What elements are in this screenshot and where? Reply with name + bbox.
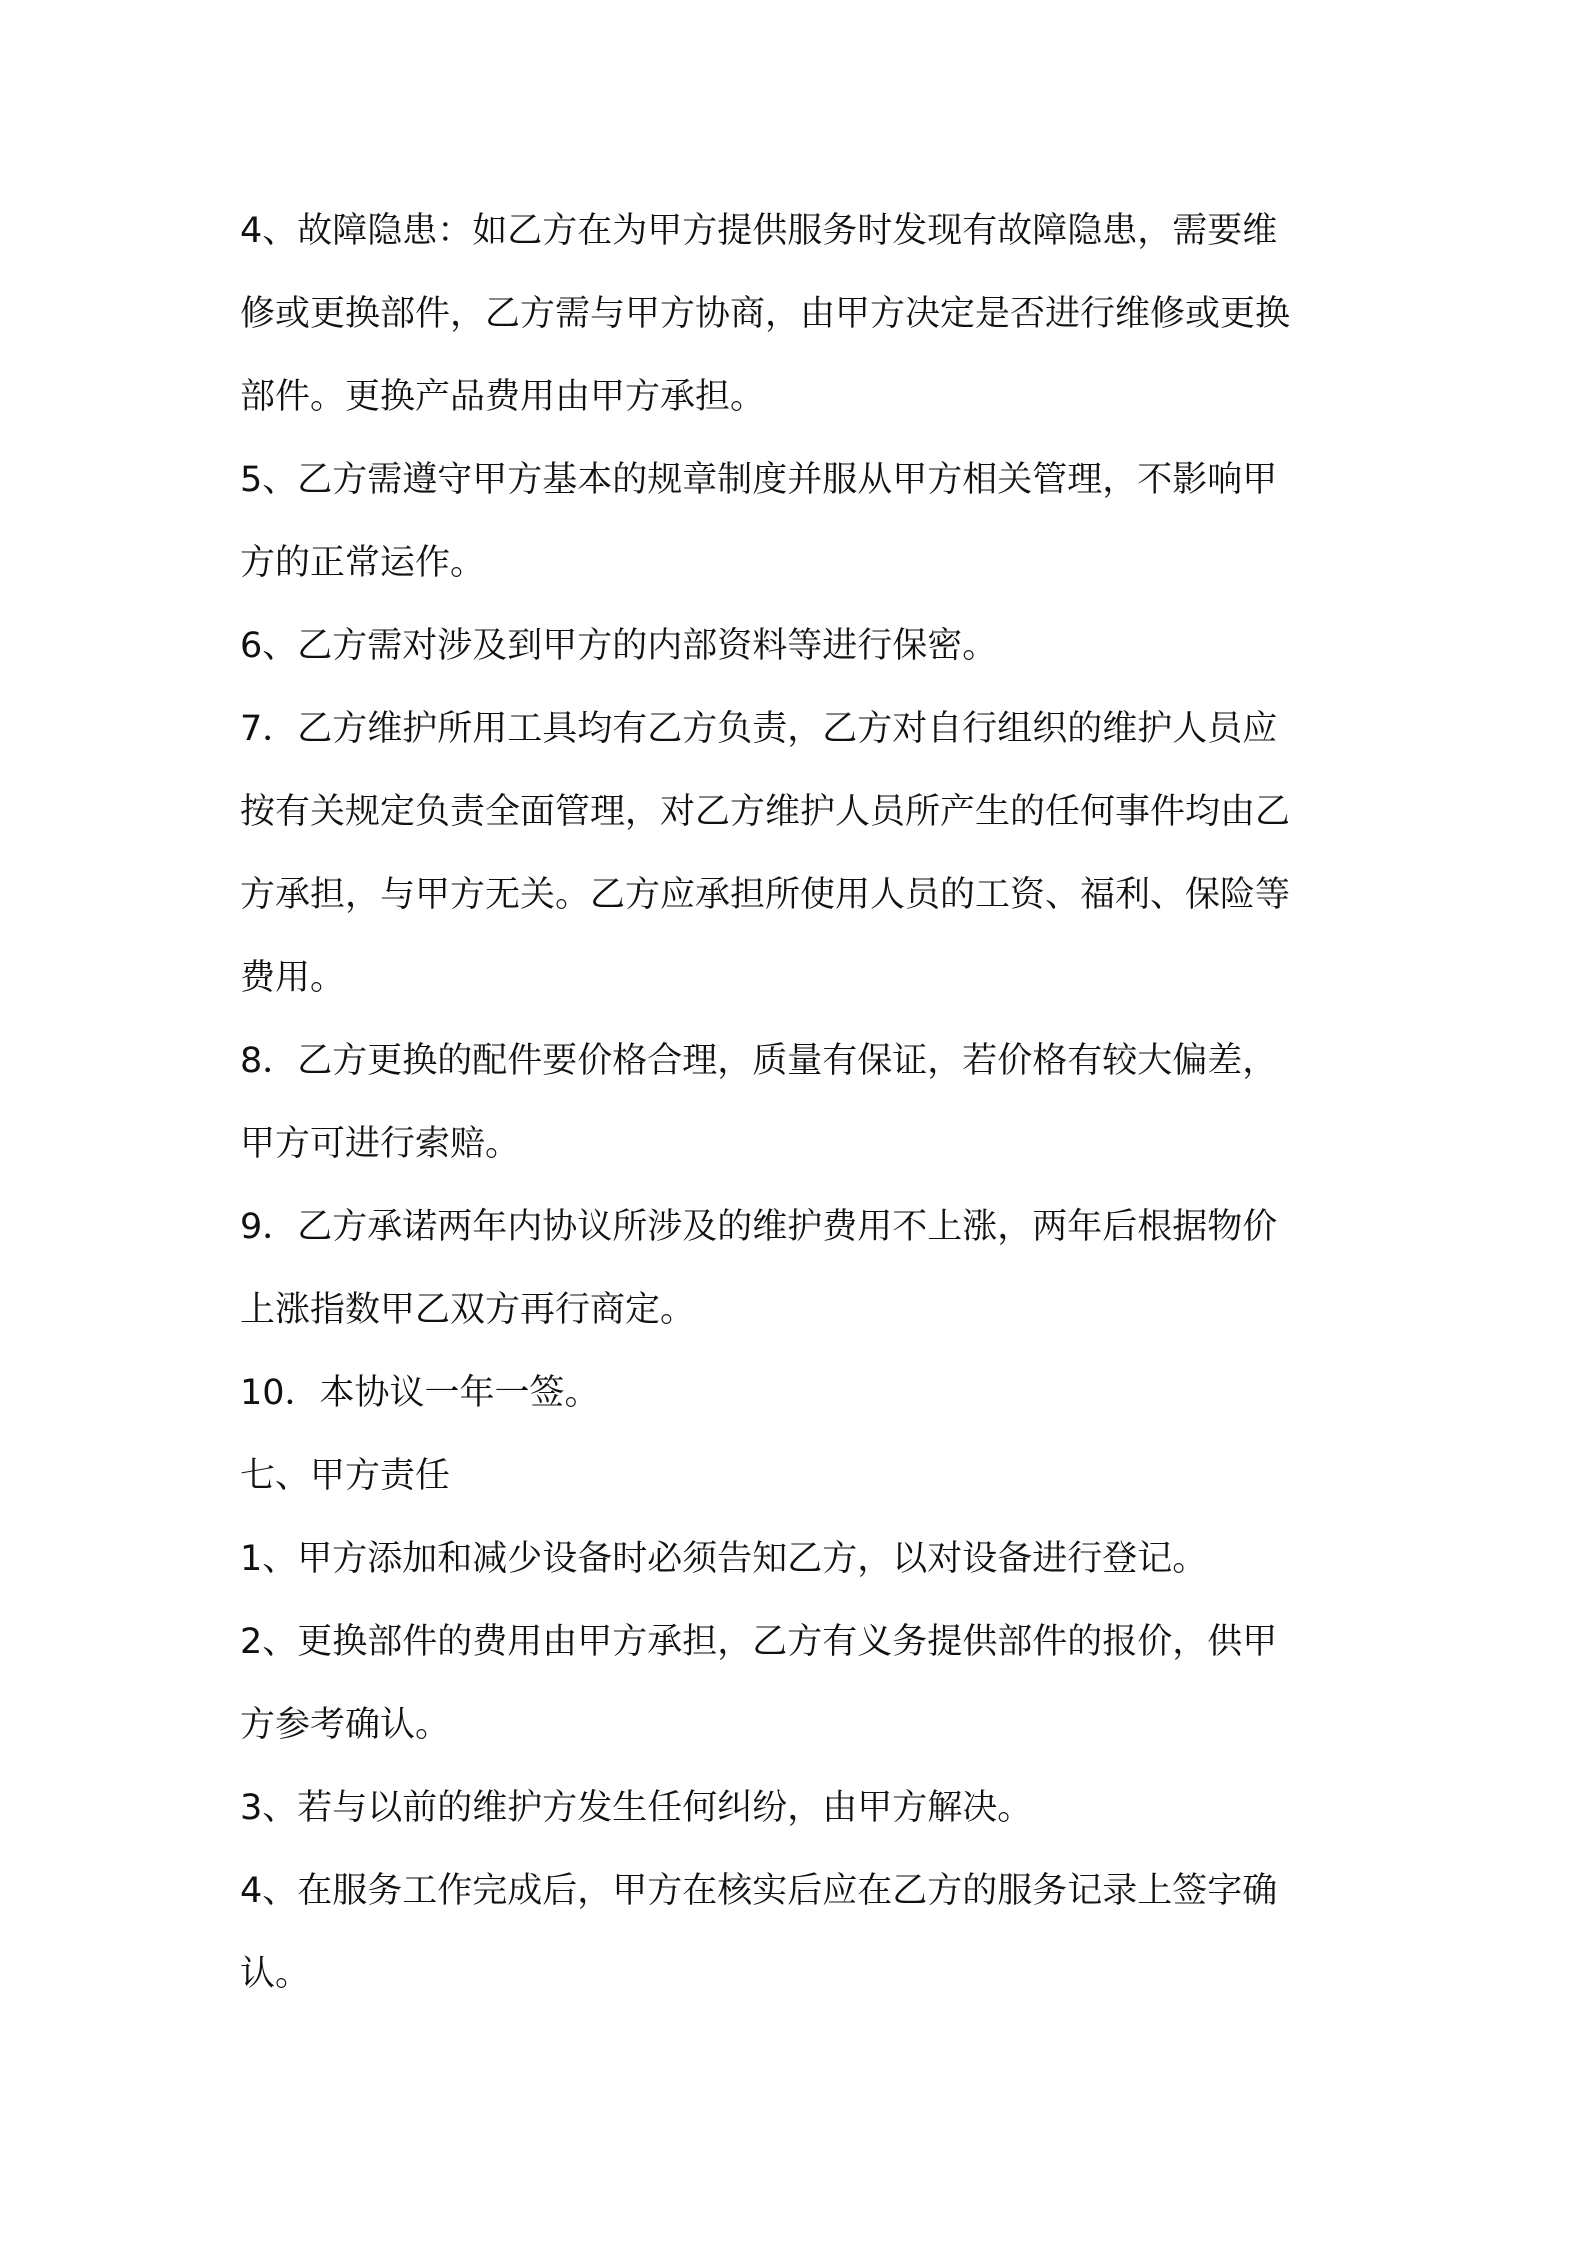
text-line: 5、乙方需遵守甲方基本的规章制度并服从甲方相关管理，不影响甲 <box>240 460 1278 500</box>
text-line: 4、故障隐患：如乙方在为甲方提供服务时发现有故障隐患，需要维 <box>240 211 1278 251</box>
text-line: 3、若与以前的维护方发生任何纠纷，由甲方解决。 <box>240 1788 1033 1828</box>
text-line: 认。 <box>240 1954 311 1994</box>
text-line: 7．乙方维护所用工具均有乙方负责，乙方对自行组织的维护人员应 <box>240 709 1278 749</box>
text-line: 上涨指数甲乙双方再行商定。 <box>240 1290 696 1330</box>
text-line: 2、更换部件的费用由甲方承担，乙方有义务提供部件的报价，供甲 <box>240 1622 1278 1662</box>
text-line: 费用。 <box>240 958 346 998</box>
text-line: 8．乙方更换的配件要价格合理，质量有保证，若价格有较大偏差， <box>240 1041 1278 1081</box>
text-line: 修或更换部件，乙方需与甲方协商，由甲方决定是否进行维修或更换 <box>240 294 1291 334</box>
text-line: 方承担，与甲方无关。乙方应承担所使用人员的工资、福利、保险等 <box>240 875 1291 915</box>
text-line: 4、在服务工作完成后，甲方在核实后应在乙方的服务记录上签字确 <box>240 1871 1278 1911</box>
text-line: 10．本协议一年一签。 <box>240 1373 600 1413</box>
text-line: 按有关规定负责全面管理，对乙方维护人员所产生的任何事件均由乙 <box>240 792 1291 832</box>
text-line: 甲方可进行索赔。 <box>240 1124 521 1164</box>
document-body <box>240 200 1350 2026</box>
text-line: 6、乙方需对涉及到甲方的内部资料等进行保密。 <box>240 626 998 666</box>
text-line: 1、甲方添加和减少设备时必须告知乙方，以对设备进行登记。 <box>240 1539 1208 1579</box>
text-line: 9．乙方承诺两年内协议所涉及的维护费用不上涨，两年后根据物价 <box>240 1207 1278 1247</box>
text-line: 方参考确认。 <box>240 1705 451 1745</box>
text-line: 部件。更换产品费用由甲方承担。 <box>240 377 766 417</box>
section-heading: 七、甲方责任 <box>240 1456 451 1496</box>
text-line: 方的正常运作。 <box>240 543 486 583</box>
